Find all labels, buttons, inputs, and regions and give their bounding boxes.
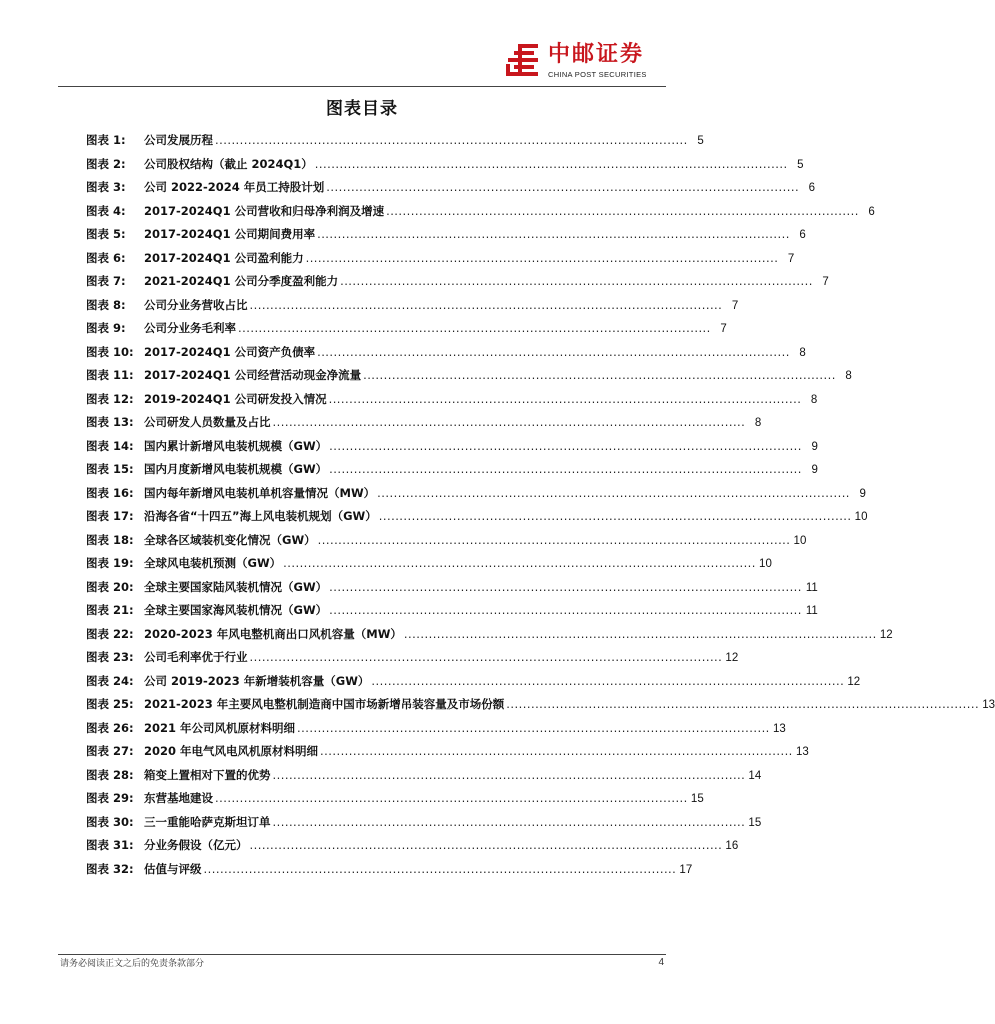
toc-list bbox=[86, 129, 995, 881]
toc-entry-title: 沿海各省“十四五”海上风电装机规划（GW） bbox=[144, 509, 377, 523]
toc-entry-title: 估值与评级 bbox=[144, 861, 202, 876]
toc-entry-title: 2017-2024Q1 公司期间费用率 bbox=[144, 227, 316, 241]
toc-entry-page: 9 bbox=[859, 487, 866, 500]
toc-entry-page: 9 bbox=[811, 464, 818, 476]
toc-entry[interactable] bbox=[86, 176, 816, 200]
toc-entry-label: 图表 10: bbox=[86, 344, 134, 359]
toc-entry-label: 图表 8: bbox=[86, 297, 126, 312]
toc-entry-label: 图表 30: bbox=[86, 814, 134, 829]
toc-entry-page: 15 bbox=[690, 793, 704, 805]
toc-entry-page: 13 bbox=[772, 722, 786, 735]
toc-entry-label: 图表 4: bbox=[86, 203, 126, 218]
toc-entry[interactable] bbox=[86, 317, 727, 341]
toc-entry-page: 8 bbox=[799, 346, 806, 359]
toc-entry[interactable] bbox=[86, 129, 704, 153]
toc-entry-page: 12 bbox=[725, 652, 739, 664]
toc-dot-leader bbox=[384, 200, 859, 224]
toc-dot-leader bbox=[295, 717, 770, 741]
footer-divider bbox=[58, 954, 666, 955]
toc-entry-title: 2017-2024Q1 公司经营活动现金净流量 bbox=[144, 368, 362, 382]
toc-dot-leader bbox=[271, 764, 746, 788]
toc-entry-label: 图表 27: bbox=[86, 744, 134, 758]
toc-dot-leader bbox=[315, 341, 790, 365]
toc-entry-title: 国内月度新增风电装机规模（GW） bbox=[144, 462, 328, 476]
toc-dot-leader bbox=[338, 270, 813, 294]
toc-dot-leader bbox=[361, 364, 836, 388]
toc-entry-page: 5 bbox=[697, 135, 704, 147]
toc-entry[interactable] bbox=[86, 623, 893, 647]
toc-entry-page: 8 bbox=[754, 417, 762, 429]
toc-entry-page: 8 bbox=[810, 393, 818, 406]
toc-entry-label: 图表 28: bbox=[86, 767, 134, 782]
toc-entry-title: 全球主要国家海风装机情况（GW） bbox=[144, 603, 328, 617]
toc-entry-title: 东营基地建设 bbox=[144, 791, 213, 805]
toc-dot-leader bbox=[304, 247, 779, 271]
brand-logo bbox=[504, 40, 664, 82]
toc-entry[interactable] bbox=[86, 223, 806, 247]
toc-entry-title: 2017-2024Q1 公司营收和归母净利润及增速 bbox=[144, 203, 385, 218]
toc-entry-page: 15 bbox=[748, 816, 762, 829]
toc-entry-label: 图表 5: bbox=[86, 227, 126, 241]
toc-entry-label: 图表 9: bbox=[86, 321, 126, 335]
toc-dot-leader bbox=[324, 176, 799, 200]
toc-entry[interactable] bbox=[86, 834, 739, 858]
toc-dot-leader bbox=[377, 505, 852, 529]
toc-entry[interactable] bbox=[86, 740, 809, 764]
toc-entry-page: 6 bbox=[868, 205, 875, 218]
toc-entry[interactable] bbox=[86, 153, 804, 177]
toc-entry-page: 11 bbox=[805, 605, 818, 617]
toc-dot-leader bbox=[248, 646, 723, 670]
toc-dot-leader bbox=[271, 411, 746, 435]
toc-entry-label: 图表 20: bbox=[86, 579, 134, 594]
toc-entry-label: 图表 19: bbox=[86, 556, 134, 570]
toc-dot-leader bbox=[313, 153, 788, 177]
toc-dot-leader bbox=[327, 458, 802, 482]
toc-entry-label: 图表 26: bbox=[86, 720, 134, 735]
toc-entry-title: 公司股权结构（截止 2024Q1） bbox=[144, 156, 313, 171]
toc-entry[interactable] bbox=[86, 388, 818, 412]
toc-entry-title: 公司发展历程 bbox=[144, 133, 213, 147]
toc-entry[interactable] bbox=[86, 552, 772, 576]
disclaimer-note: 请务必阅读正文之后的免责条款部分 bbox=[60, 959, 205, 969]
toc-entry-label: 图表 3: bbox=[86, 180, 126, 194]
toc-dot-leader bbox=[202, 858, 677, 882]
toc-dot-leader bbox=[375, 482, 850, 506]
toc-entry-page: 8 bbox=[845, 370, 852, 382]
toc-entry-title: 箱变上置相对下置的优势 bbox=[144, 767, 271, 782]
toc-entry-title: 公司 2022-2024 年员工持股计划 bbox=[144, 180, 325, 194]
toc-entry-page: 10 bbox=[759, 558, 772, 570]
toc-entry-title: 2017-2024Q1 公司资产负债率 bbox=[144, 344, 316, 359]
toc-entry-label: 图表 24: bbox=[86, 673, 134, 688]
toc-entry[interactable] bbox=[86, 294, 739, 318]
toc-dot-leader bbox=[248, 294, 723, 318]
toc-entry-page: 16 bbox=[725, 840, 739, 852]
toc-entry-page: 10 bbox=[793, 534, 807, 547]
toc-entry-title: 全球主要国家陆风装机情况（GW） bbox=[144, 579, 328, 594]
toc-entry-page: 11 bbox=[805, 581, 818, 594]
toc-entry-title: 2021 年公司风机原材料明细 bbox=[144, 720, 296, 735]
toc-dot-leader bbox=[281, 552, 756, 576]
toc-entry[interactable] bbox=[86, 270, 829, 294]
toc-entry-label: 图表 2: bbox=[86, 156, 126, 171]
toc-dot-leader bbox=[318, 740, 793, 764]
toc-dot-leader bbox=[327, 576, 802, 600]
toc-entry[interactable] bbox=[86, 411, 762, 435]
toc-entry[interactable] bbox=[86, 599, 818, 623]
toc-entry-label: 图表 32: bbox=[86, 861, 134, 876]
toc-entry-page: 5 bbox=[797, 158, 804, 171]
toc-entry-label: 图表 12: bbox=[86, 391, 134, 406]
toc-entry-title: 公司毛利率优于行业 bbox=[144, 650, 248, 664]
toc-entry[interactable] bbox=[86, 364, 852, 388]
toc-entry[interactable] bbox=[86, 787, 704, 811]
page-title: 图表目录 bbox=[326, 99, 398, 119]
toc-entry-label: 图表 25: bbox=[86, 697, 134, 711]
toc-entry-page: 10 bbox=[854, 511, 868, 523]
toc-entry-page: 14 bbox=[748, 769, 762, 782]
toc-entry-page: 12 bbox=[879, 628, 893, 641]
toc-entry-title: 全球各区域装机变化情况（GW） bbox=[144, 532, 316, 547]
toc-entry[interactable] bbox=[86, 858, 693, 882]
toc-entry-title: 2019-2024Q1 公司研发投入情况 bbox=[144, 391, 327, 406]
brand-name-cn: 中邮证券 bbox=[548, 42, 645, 67]
toc-entry[interactable] bbox=[86, 482, 866, 506]
toc-entry-label: 图表 11: bbox=[86, 368, 134, 382]
toc-entry[interactable] bbox=[86, 670, 861, 694]
page-number: 4 bbox=[658, 957, 664, 968]
toc-dot-leader bbox=[327, 599, 802, 623]
toc-entry-page: 13 bbox=[795, 746, 809, 758]
toc-entry[interactable] bbox=[86, 458, 818, 482]
toc-entry-label: 图表 7: bbox=[86, 274, 126, 288]
toc-entry[interactable] bbox=[86, 717, 786, 741]
toc-entry-label: 图表 13: bbox=[86, 415, 134, 429]
toc-dot-leader bbox=[504, 693, 979, 717]
toc-entry-title: 2021-2024Q1 公司分季度盈利能力 bbox=[144, 274, 339, 288]
toc-dot-leader bbox=[236, 317, 711, 341]
toc-entry-label: 图表 16: bbox=[86, 485, 134, 500]
toc-entry[interactable] bbox=[86, 341, 806, 365]
toc-entry-title: 2017-2024Q1 公司盈利能力 bbox=[144, 250, 304, 265]
toc-entry-title: 国内每年新增风电装机单机容量情况（MW） bbox=[144, 485, 376, 500]
toc-entry-label: 图表 14: bbox=[86, 438, 134, 453]
toc-entry-title: 公司研发人员数量及占比 bbox=[144, 415, 271, 429]
toc-entry-page: 7 bbox=[731, 299, 739, 312]
toc-dot-leader bbox=[213, 787, 688, 811]
toc-entry-title: 国内累计新增风电装机规模（GW） bbox=[144, 438, 328, 453]
toc-entry[interactable] bbox=[86, 811, 762, 835]
toc-entry-title: 公司 2019-2023 年新增装机容量（GW） bbox=[144, 673, 370, 688]
toc-entry-title: 全球风电装机预测（GW） bbox=[144, 556, 282, 570]
toc-entry-page: 9 bbox=[811, 440, 818, 453]
toc-entry-title: 2020 年电气风电风机原材料明细 bbox=[144, 744, 319, 758]
toc-entry-label: 图表 18: bbox=[86, 532, 134, 547]
toc-dot-leader bbox=[327, 435, 802, 459]
header-divider bbox=[58, 86, 666, 87]
toc-entry-title: 分业务假设（亿元） bbox=[144, 838, 248, 852]
toc-entry-label: 图表 1: bbox=[86, 133, 126, 147]
toc-dot-leader bbox=[315, 223, 790, 247]
toc-dot-leader bbox=[369, 670, 844, 694]
brand-name-en: CHINA POST SECURITIES bbox=[548, 70, 647, 79]
toc-entry-title: 2020-2023 年风电整机商出口风机容量（MW） bbox=[144, 626, 402, 641]
toc-entry-label: 图表 31: bbox=[86, 838, 134, 852]
toc-entry[interactable] bbox=[86, 247, 795, 271]
toc-entry-page: 7 bbox=[787, 252, 795, 265]
toc-dot-leader bbox=[213, 129, 688, 153]
toc-entry-label: 图表 17: bbox=[86, 509, 134, 523]
toc-dot-leader bbox=[248, 834, 723, 858]
toc-entry-page: 12 bbox=[847, 675, 861, 688]
toc-dot-leader bbox=[402, 623, 877, 647]
toc-entry-page: 13 bbox=[982, 699, 995, 711]
toc-entry[interactable] bbox=[86, 764, 762, 788]
toc-entry[interactable] bbox=[86, 576, 818, 600]
toc-entry-title: 三一重能哈萨克斯坦订单 bbox=[144, 814, 271, 829]
page-header bbox=[70, 38, 664, 88]
toc-entry-label: 图表 21: bbox=[86, 603, 134, 617]
toc-entry[interactable] bbox=[86, 529, 807, 553]
toc-entry-title: 公司分业务毛利率 bbox=[144, 321, 236, 335]
toc-entry-page: 7 bbox=[720, 323, 727, 335]
toc-entry-label: 图表 15: bbox=[86, 462, 134, 476]
china-post-securities-logo-icon bbox=[504, 42, 540, 78]
toc-entry[interactable] bbox=[86, 435, 818, 459]
toc-entry-page: 6 bbox=[799, 229, 806, 241]
toc-dot-leader bbox=[271, 811, 746, 835]
toc-entry[interactable] bbox=[86, 693, 995, 717]
toc-entry-label: 图表 6: bbox=[86, 250, 126, 265]
toc-entry[interactable] bbox=[86, 646, 739, 670]
toc-entry[interactable] bbox=[86, 505, 868, 529]
toc-entry-title: 公司分业务营收占比 bbox=[144, 297, 248, 312]
toc-entry-label: 图表 29: bbox=[86, 791, 134, 805]
toc-dot-leader bbox=[316, 529, 791, 553]
toc-entry-label: 图表 23: bbox=[86, 650, 134, 664]
toc-entry-page: 7 bbox=[822, 276, 829, 288]
toc-dot-leader bbox=[327, 388, 802, 412]
toc-entry-title: 2021-2023 年主要风电整机制造商中国市场新增吊装容量及市场份额 bbox=[144, 697, 505, 711]
toc-entry-page: 17 bbox=[679, 863, 693, 876]
toc-entry-label: 图表 22: bbox=[86, 626, 134, 641]
toc-entry-page: 6 bbox=[808, 182, 816, 194]
toc-entry[interactable] bbox=[86, 200, 875, 224]
